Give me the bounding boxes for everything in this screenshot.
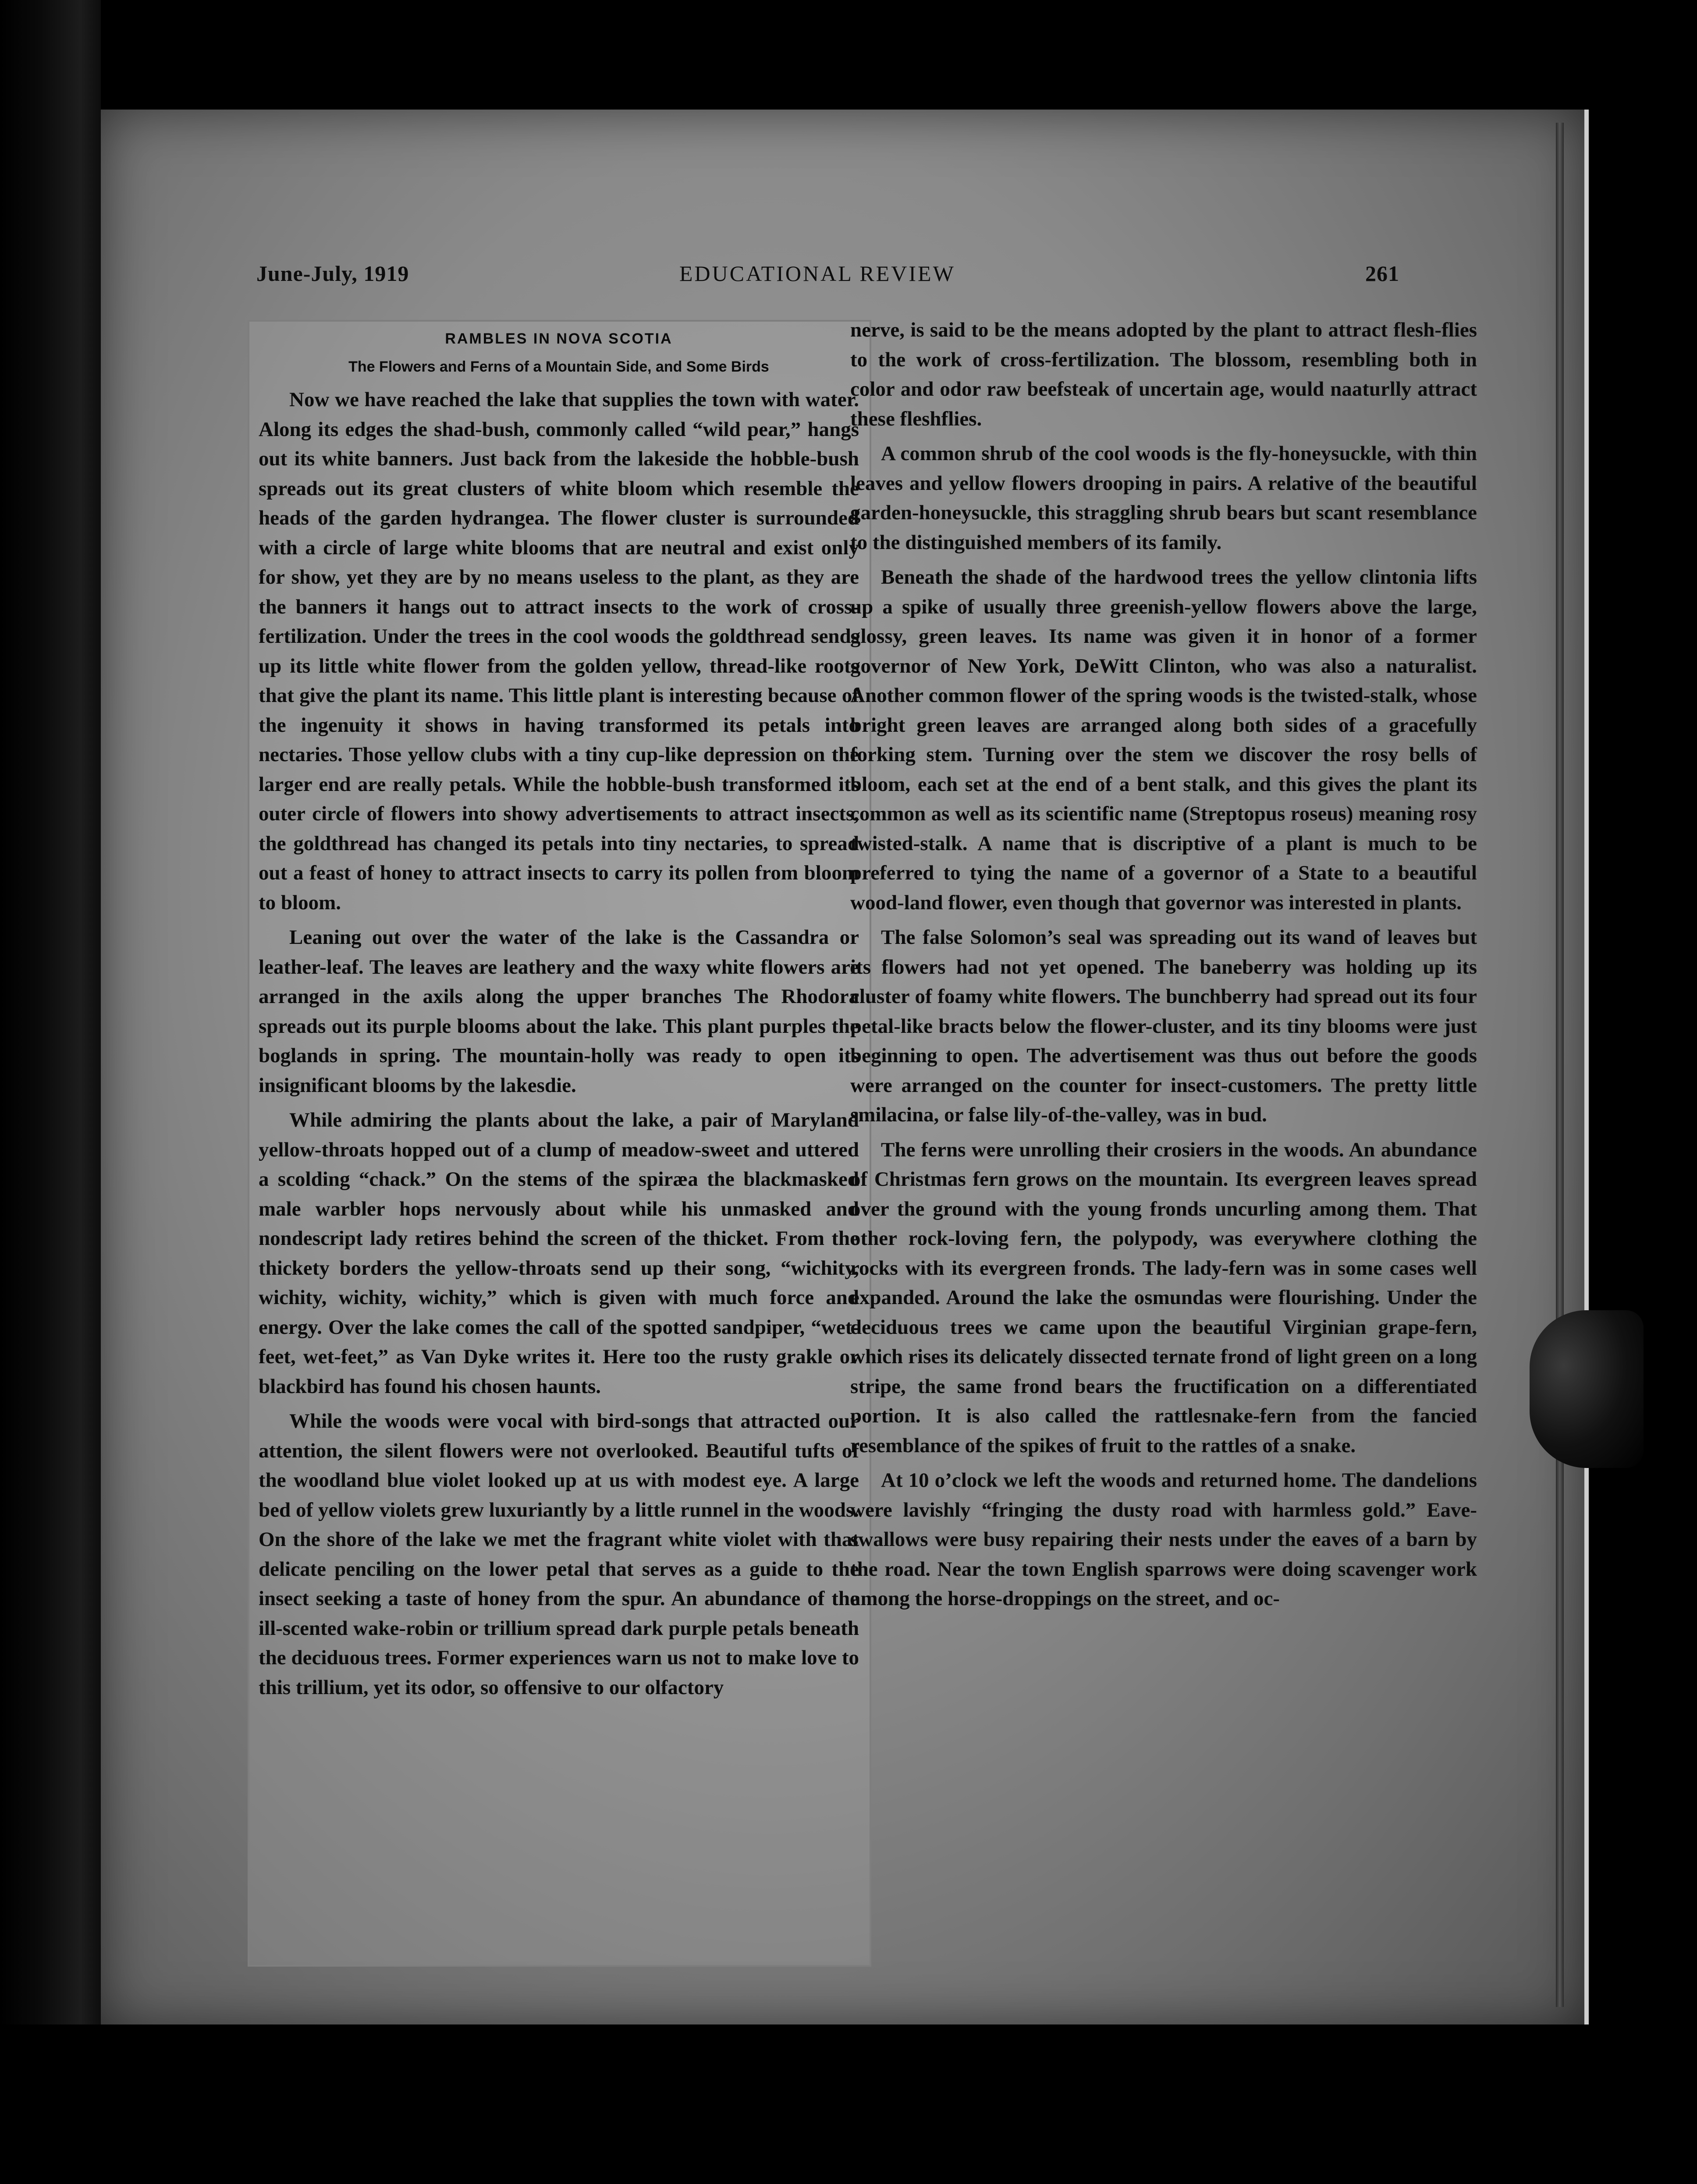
- book-gutter-shadow: [0, 0, 101, 2184]
- scanned-page: [101, 110, 1589, 2029]
- paragraph: The false Solomon’s seal was spreading out its wand of leaves but its flowers had not yet opened. The baneberry was holding up its cluster of foamy white flowers. The bunchberry had spread out its four petal-like bracts below the flower-cluster, and its tiny blooms were just beginning to open. The advertisement was thus out before the goods were arranged on the counter for insect-customers. The pretty little smilacina, or false lily-of-the-valley, was in bud.: [850, 926, 1477, 1126]
- paragraph-continuation: nerve, is said to be the means adopted by the plant to attract flesh-flies to the work of cross-fertilization. The blossom, resembling both in color and odor raw beefsteak of uncertain age, would naaturlly attract these fleshflies.: [850, 319, 1477, 430]
- paragraph: Leaning out over the water of the lake is the Cassandra or leather-leaf. The leaves are leathery and the waxy white flowers are arranged in the axils along the upper branches The Rhodora spreads out its purple blooms about the lake. This plant purples the boglands in spring. The mountain-holly was ready to open its insignificant blooms by the lakesdie.: [259, 926, 859, 1097]
- paragraph: At 10 o’clock we left the woods and returned home. The dandelions were lavishly “fringing the dusty road with harmless gold.” Eave-swallows were busy repairing their nests under the eaves of a barn by the road. Near the town English sparrows were doing scavenger work among the horse-droppings on the street, and oc-: [850, 1469, 1477, 1610]
- article-title: RAMBLES IN NOVA SCOTIA: [445, 330, 673, 347]
- paragraph: Now we have reached the lake that supplies the town with water. Along its edges the shad-bush, commonly called “wild pear,” hangs out its white banners. Just back from the lakeside the hobble-bush spreads out its great clusters of white bloom which resemble the heads of the garden hydrangea. The flower cluster is surrounded with a circle of large white blooms that are neutral and exist only for show, yet they are by no means useless to the plant, as they are the banners it hangs out to attract insects to the work of cross-fertilization. Under the trees in the cool woods the goldthread sends up its little white flower from the golden yellow, thread-like roots that give the plant its name. This little plant is interesting because of the ingenuity it shows in having transformed its petals into nectaries. Those yellow clubs with a tiny cup-like depression on the larger end are really petals. While the hobble-bush transformed its outer circle of flowers into showy advertisements to attract insects, the goldthread has changed its petals into tiny nectaries, to spread out a feast of honey to attract insects to carry its pollen from bloom to bloom.: [259, 388, 859, 914]
- page-number: 261: [1365, 261, 1399, 286]
- scan-bottom-margin: [0, 2024, 1697, 2184]
- running-header: [101, 261, 1584, 300]
- paragraph: While the woods were vocal with bird-songs that attracted our attention, the silent flowers were not overlooked. Beautiful tufts of the woodland blue violet looked up at us with modest eye. A large bed of yellow violets grew luxuriantly by a little runnel in the woods. On the shore of the lake we met the fragrant white violet with that delicate penciling on the lower petal that serves as a guide to the insect seeking a taste of honey from the spur. An abundance of the ill-scented wake-robin or trillium spread dark purple petals beneath the deciduous trees. Former experiences warn us not to make love to this trillium, yet its odor, so offensive to our olfactory: [259, 1410, 859, 1699]
- page-edge-shadow: [1556, 123, 1564, 2007]
- paragraph: While admiring the plants about the lake, a pair of Maryland yellow-throats hopped out of a clump of meadow-sweet and uttered a scolding “chack.” On the stems of the spiræa the blackmasked male warbler hops nervously about while his unmasked and nondescript lady retires behind the screen of the thicket. From the thickety borders the yellow-throats send up their song, “wichity, wichity, wichity, wichity,” which is given with much force and energy. Over the lake comes the call of the spotted sandpiper, “wet-feet, wet-feet,” as Van Dyke writes it. Here too the rusty grakle or blackbird has found his chosen haunts.: [259, 1109, 859, 1398]
- publication-title: EDUCATIONAL REVIEW: [679, 261, 955, 286]
- paragraph: A common shrub of the cool woods is the fly-honeysuckle, with thin leaves and yellow flowers drooping in pairs. A relative of the beautiful garden-honeysuckle, this straggling shrub bears but scant resemblance to the distinguished members of its family.: [850, 442, 1477, 554]
- issue-date: June-July, 1919: [256, 261, 409, 286]
- article-subtitle: The Flowers and Ferns of a Mountain Side, and Some Birds: [348, 358, 769, 375]
- left-column: [259, 326, 859, 1708]
- binder-clip: [1530, 1310, 1644, 1468]
- paragraph: Beneath the shade of the hardwood trees the yellow clintonia lifts up a spike of usually three greenish-yellow flowers above the large, glossy, green leaves. Its name was given it in honor of a former governor of New York, DeWitt Clinton, who was also a naturalist. Another common flower of the spring woods is the twisted-stalk, whose bright green leaves are arranged along both sides of a gracefully forking stem. Turning over the stem we discover the rosy bells of bloom, each set at the end of a bent stalk, and this gives the plant its common as well as its scientific name (Streptopus roseus) meaning rosy twisted-stalk. A name that is discriptive of a plant is much to be preferred to tying the name of a governor of a State to a beautiful wood-land flower, even though that governor was interested in plants.: [850, 566, 1477, 914]
- paragraph: The ferns were unrolling their crosiers in the woods. An abundance of Christmas fern grows on the mountain. Its evergreen leaves spread over the ground with the young fronds uncurling among them. That other rock-loving fern, the polypody, was everywhere clothing the rocks with its evergreen fronds. The lady-fern was in some cases well expanded. Around the lake the osmundas were flourishing. Under the deciduous trees we came upon the beautiful Virginian grape-fern, which rises its delicately dissected ternate frond of light green on a long stripe, the same frond bears the fructification on a differentiated portion. It is also called the rattlesnake-fern from the fancied resemblance of the spikes of fruit to the rattles of a snake.: [850, 1138, 1477, 1457]
- right-column: [850, 316, 1477, 1619]
